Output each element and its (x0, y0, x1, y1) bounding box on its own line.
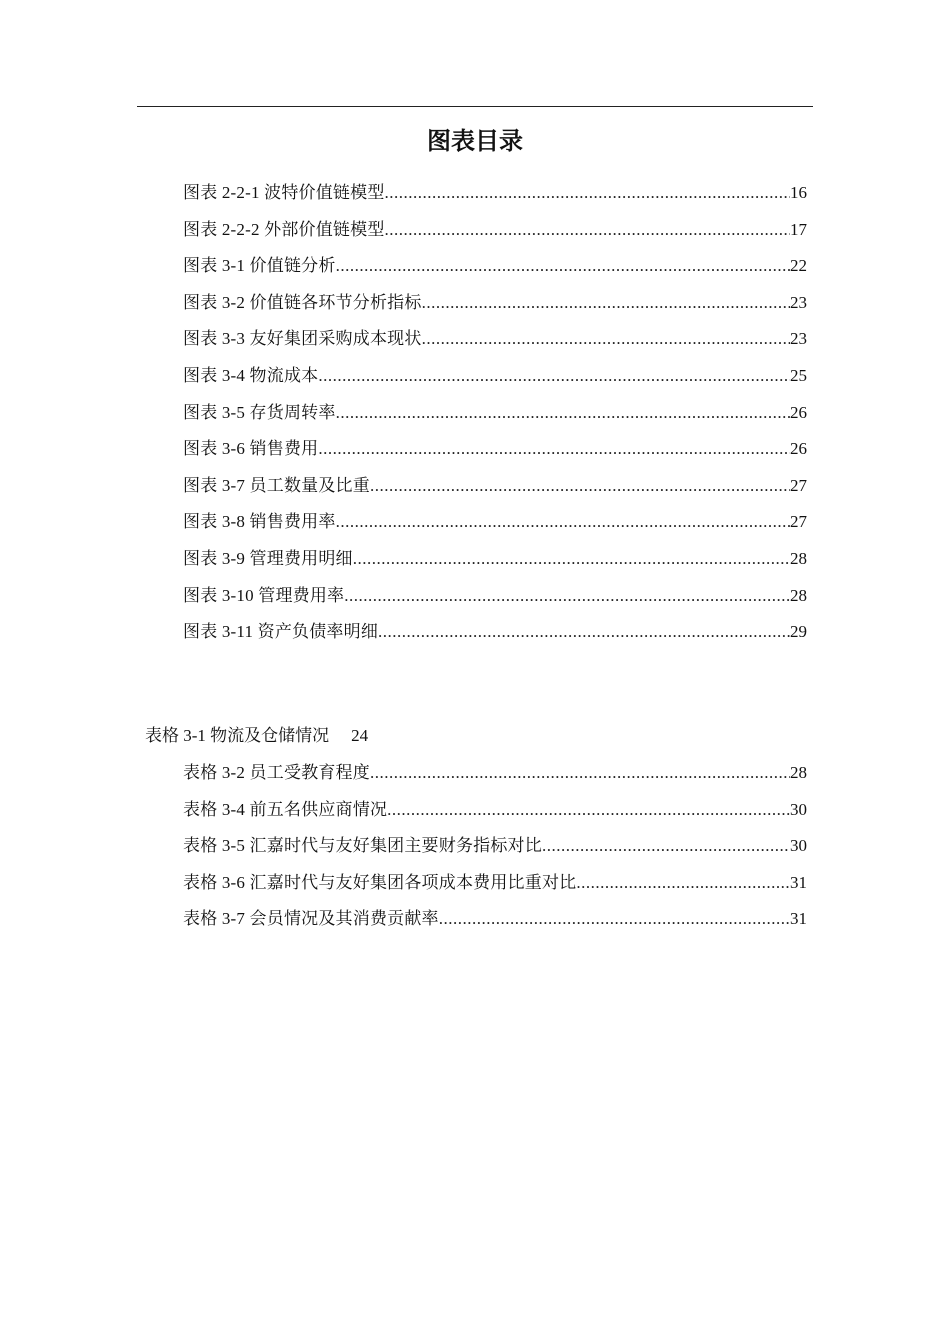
toc-entry[interactable] (183, 759, 807, 796)
dot-leader (422, 325, 790, 353)
entry-page-number: 28 (790, 763, 807, 782)
dot-leader (387, 796, 790, 824)
entry-label: 图表 3-4 物流成本 (183, 365, 319, 385)
toc-entry[interactable] (183, 252, 807, 289)
dot-leader (385, 179, 790, 207)
entry-label: 表格 3-1 物流及仓储情况 (145, 726, 330, 745)
toc-entry[interactable] (183, 179, 807, 216)
dot-leader (336, 252, 790, 280)
entry-page-number: 28 (790, 548, 807, 568)
entry-label: 表格 3-5 汇嘉时代与友好集团主要财务指标对比 (183, 836, 542, 856)
toc-entry[interactable] (183, 869, 807, 906)
entry-page-number: 27 (790, 512, 807, 532)
dot-leader (370, 759, 790, 787)
toc-entry[interactable] (183, 905, 807, 942)
entry-label: 表格 3-6 汇嘉时代与友好集团各项成本费用比重对比 (183, 872, 577, 892)
toc-entry[interactable] (183, 289, 807, 326)
page-title: 图表目录 (427, 127, 523, 155)
entry-page-number: 29 (790, 622, 807, 642)
toc-entry[interactable] (183, 618, 807, 655)
dot-leader (422, 289, 790, 317)
dot-leader (439, 905, 790, 933)
entry-page-number: 24 (351, 726, 369, 745)
entry-label: 图表 2-2-1 波特价值链模型 (183, 183, 385, 202)
table-toc-list (183, 759, 807, 942)
entry-label: 表格 3-2 员工受教育程度 (183, 763, 370, 782)
entry-label: 表格 3-7 会员情况及其消费贡献率 (183, 909, 439, 929)
toc-entry[interactable] (183, 582, 807, 619)
toc-entry[interactable] (183, 832, 807, 869)
dot-leader (336, 508, 790, 536)
entry-page-number: 26 (790, 439, 807, 459)
entry-label: 图表 3-6 销售费用 (183, 439, 319, 459)
dot-leader (336, 399, 790, 427)
entry-page-number: 30 (790, 799, 807, 819)
entry-label: 图表 3-9 管理费用明细 (183, 548, 353, 568)
toc-entry[interactable] (183, 796, 807, 833)
entry-label: 图表 3-7 员工数量及比重 (183, 475, 370, 495)
dot-leader (318, 362, 790, 390)
dot-leader (378, 618, 790, 646)
entry-label: 图表 3-11 资产负债率明细 (183, 622, 379, 642)
entry-page-number: 31 (790, 872, 807, 892)
header-rule (137, 106, 813, 107)
figure-toc-list (183, 179, 807, 655)
entry-label: 图表 3-1 价值链分析 (183, 256, 336, 276)
entry-page-number: 23 (790, 329, 807, 349)
toc-entry[interactable] (183, 545, 807, 582)
entry-label: 图表 3-3 友好集团采购成本现状 (183, 329, 422, 349)
entry-page-number: 26 (790, 402, 807, 422)
entry-label: 图表 3-10 管理费用率 (183, 585, 345, 605)
toc-entry-standalone[interactable] (145, 722, 368, 750)
toc-entry[interactable] (183, 435, 807, 472)
toc-entry[interactable] (183, 508, 807, 545)
toc-entry[interactable] (183, 216, 807, 253)
entry-label: 图表 3-2 价值链各环节分析指标 (183, 292, 422, 312)
toc-entry[interactable] (183, 472, 807, 509)
entry-page-number: 28 (790, 585, 807, 605)
entry-label: 表格 3-4 前五名供应商情况 (183, 799, 388, 819)
entry-page-number: 31 (790, 909, 807, 929)
dot-leader (344, 582, 790, 610)
entry-page-number: 16 (790, 183, 807, 202)
entry-page-number: 22 (790, 256, 807, 276)
toc-entry[interactable] (183, 325, 807, 362)
entry-page-number: 25 (790, 365, 807, 385)
entry-label: 图表 2-2-2 外部价值链模型 (183, 219, 385, 239)
entry-label: 图表 3-8 销售费用率 (183, 512, 336, 532)
entry-page-number: 17 (790, 219, 807, 239)
dot-leader (370, 472, 790, 500)
dot-leader (353, 545, 790, 573)
toc-entry[interactable] (183, 399, 807, 436)
dot-leader (542, 832, 790, 860)
entry-label: 图表 3-5 存货周转率 (183, 402, 336, 422)
entry-page-number: 30 (790, 836, 807, 856)
toc-entry[interactable] (183, 362, 807, 399)
entry-page-number: 23 (790, 292, 807, 312)
dot-leader (385, 216, 790, 244)
dot-leader (318, 435, 790, 463)
entry-page-number: 27 (790, 475, 807, 495)
dot-leader (576, 869, 790, 897)
